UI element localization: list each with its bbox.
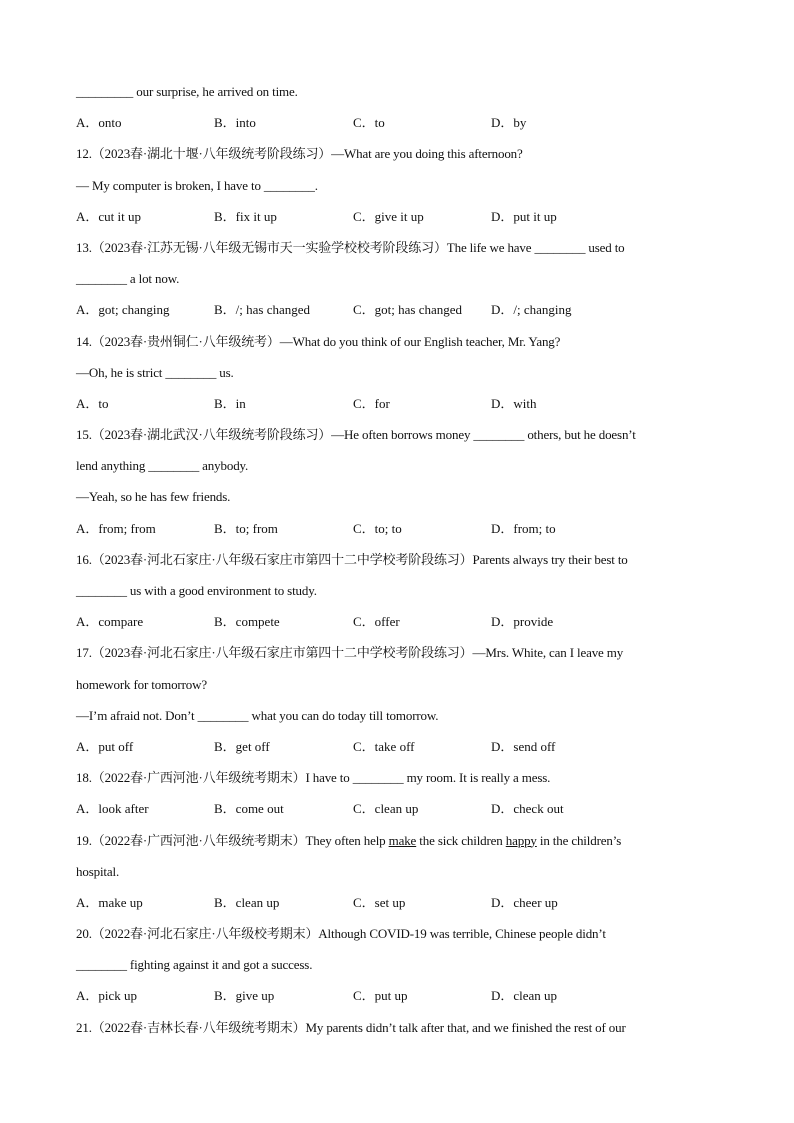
question-text-line: ________ a lot now.	[76, 271, 180, 287]
options-row	[76, 205, 716, 236]
option-c: C．give it up	[353, 208, 424, 224]
option-d: D．provide	[491, 614, 554, 630]
option-d: D．/; changing	[491, 302, 572, 318]
question-9	[76, 922, 716, 1016]
options-row	[76, 984, 716, 1015]
question-text-line: —I’m afraid not. Don’t ________ what you can do today till tomorrow.	[76, 707, 439, 723]
options-row	[76, 735, 716, 766]
option-d: D．put it up	[491, 208, 557, 224]
option-b: B．give up	[214, 988, 275, 1004]
option-c: C．set up	[353, 894, 406, 910]
option-c: C．for	[353, 395, 390, 411]
option-c: C．take off	[353, 738, 415, 754]
question-8	[76, 829, 716, 923]
option-b: B．/; has changed	[214, 302, 311, 318]
option-b: B．compete	[214, 614, 280, 630]
question-text-line: 15.（2023春·湖北武汉·八年级统考阶段练习）—He often borrows money ________ others, but he doesn’t	[76, 427, 636, 443]
option-a: A．look after	[76, 801, 149, 817]
option-c: C．clean up	[353, 801, 419, 817]
question-text-line: 19.（2022春·广西河池·八年级统考期末）They often help make the sick children happy in the children’s	[76, 832, 622, 848]
option-b: B．come out	[214, 801, 284, 817]
question-text-line: 13.（2023春·江苏无锡·八年级无锡市天一实验学校校考阶段练习）The life we have ________ used to	[76, 239, 625, 255]
option-d: D．from; to	[491, 520, 556, 536]
option-a: A．from; from	[76, 520, 156, 536]
options-row	[76, 610, 716, 641]
question-text-line: 14.（2023春·贵州铜仁·八年级统考）—What do you think of our English teacher, Mr. Yang?	[76, 333, 561, 349]
option-a: A．make up	[76, 894, 143, 910]
question-text-line: —Yeah, so he has few friends.	[76, 489, 231, 505]
question-text-line: 20.（2022春·河北石家庄·八年级校考期末）Although COVID-19 was terrible, Chinese people didn’t	[76, 926, 606, 942]
option-b: B．fix it up	[214, 208, 277, 224]
question-text-line: hospital.	[76, 863, 120, 879]
option-b: B．into	[214, 115, 256, 131]
question-text-line: homework for tomorrow?	[76, 676, 207, 692]
option-d: D．with	[491, 395, 537, 411]
option-a: A．got; changing	[76, 302, 170, 318]
underlined-word: make	[388, 832, 417, 848]
question-text-line: ________ us with a good environment to study.	[76, 583, 317, 598]
options-row	[76, 797, 716, 828]
option-d: D．clean up	[491, 988, 558, 1004]
question-6	[76, 641, 716, 766]
option-a: A．compare	[76, 614, 144, 630]
question-10	[76, 1016, 716, 1047]
question-3	[76, 330, 716, 424]
question-4	[76, 423, 716, 548]
option-b: B．in	[214, 395, 246, 411]
underlined-word: happy	[505, 832, 537, 848]
option-b: B．get off	[214, 738, 270, 754]
question-5	[76, 548, 716, 642]
question-text-line: 12.（2023春·湖北十堰·八年级统考阶段练习）—What are you doing this afternoon?	[76, 146, 523, 162]
option-b: B．clean up	[214, 894, 280, 910]
question-2	[76, 236, 716, 330]
option-c: C．to	[353, 115, 385, 131]
question-list	[76, 80, 716, 1047]
options-row	[76, 891, 716, 922]
question-text-line: 21.（2022春·吉林长春·八年级统考期末）My parents didn’t talk after that, and we finished the rest of our	[76, 1019, 626, 1035]
question-1	[76, 142, 716, 236]
option-b: B．to; from	[214, 520, 278, 536]
option-a: A．to	[76, 395, 109, 411]
option-c: C．put up	[353, 988, 408, 1004]
options-row	[76, 111, 716, 142]
option-d: D．by	[491, 115, 527, 131]
question-text-line: —Oh, he is strict ________ us.	[76, 364, 234, 380]
question-text-line: ________ fighting against it and got a success.	[76, 957, 313, 973]
option-a: A．onto	[76, 115, 122, 131]
option-a: A．put off	[76, 738, 134, 754]
option-d: D．send off	[491, 738, 556, 754]
question-text-line: _________ our surprise, he arrived on time.	[76, 84, 298, 99]
option-c: C．to; to	[353, 520, 402, 536]
options-row	[76, 517, 716, 548]
question-text-line: 17.（2023春·河北石家庄·八年级石家庄市第四十二中学校考阶段练习）—Mrs. White, can I leave my	[76, 645, 624, 661]
question-text-line: 18.（2022春·广西河池·八年级统考期末）I have to ________ my room. It is really a mess.	[76, 770, 551, 786]
option-c: C．offer	[353, 614, 400, 630]
question-text-line: lend anything ________ anybody.	[76, 458, 249, 474]
option-d: D．check out	[491, 801, 564, 817]
question-text-line: — My computer is broken, I have to ________.	[76, 177, 318, 193]
question-7	[76, 766, 716, 828]
option-a: A．cut it up	[76, 208, 141, 224]
question-text-line: 16.（2023春·河北石家庄·八年级石家庄市第四十二中学校考阶段练习）Parents always try their best to	[76, 551, 628, 567]
option-a: A．pick up	[76, 988, 138, 1004]
option-d: D．cheer up	[491, 894, 558, 910]
options-row	[76, 298, 716, 329]
option-c: C．got; has changed	[353, 302, 463, 318]
question-0	[76, 80, 716, 142]
options-row	[76, 392, 716, 423]
